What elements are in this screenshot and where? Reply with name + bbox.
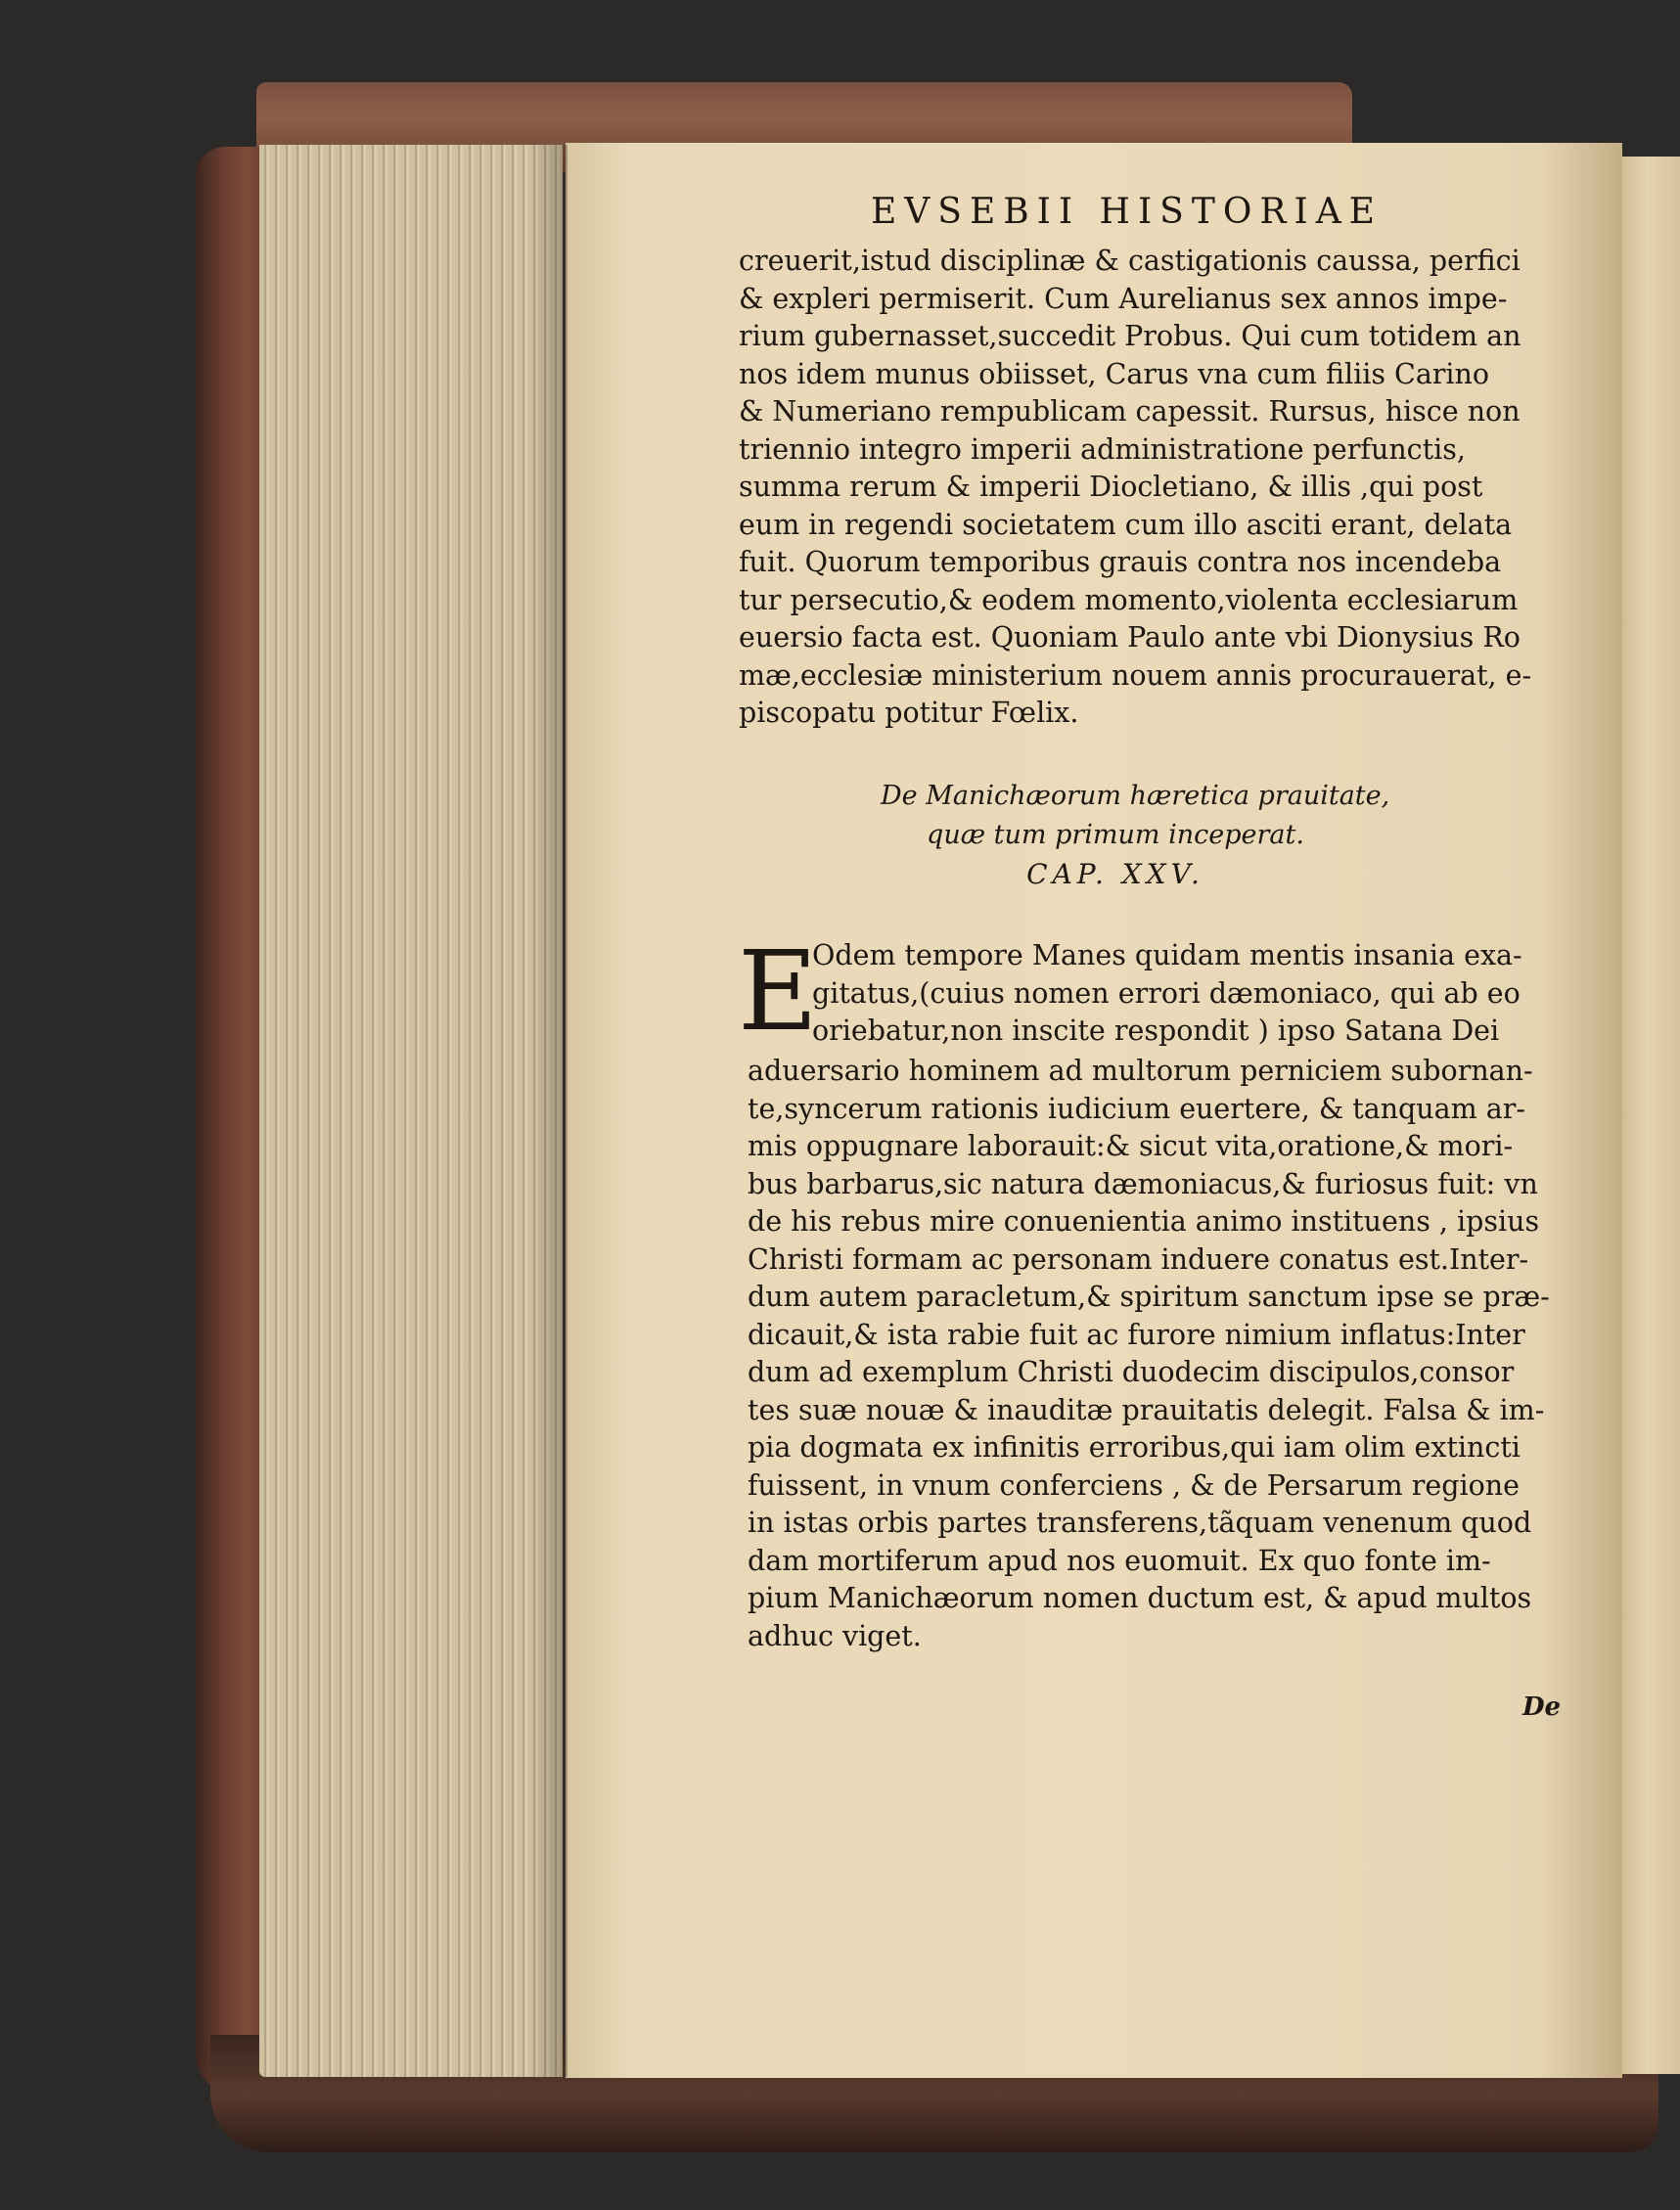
- text-line: Christi formam ac personam induere conatus est.Inter-: [748, 1242, 1529, 1276]
- text-line: te,syncerum rationis iudicium euertere, & tanquam ar-: [748, 1092, 1525, 1125]
- chapter-number: CAP. XXV.: [1026, 858, 1204, 890]
- text-line: tes suæ nouæ & inauditæ prauitatis delegit. Falsa & im-: [748, 1393, 1545, 1426]
- paragraph-2-indented: [812, 937, 1522, 1051]
- text-line: gitatus,(cuius nomen errori dæmoniaco, qui ab eo: [812, 976, 1521, 1010]
- drop-cap: E: [738, 928, 818, 1056]
- text-line: pia dogmata ex infinitis erroribus,qui iam olim extincti: [748, 1431, 1521, 1464]
- text-line: dam mortiferum apud nos euomuit. Ex quo fonte im-: [748, 1544, 1491, 1577]
- text-line: oriebatur,non inscite respondit ) ipso Satana Dei: [812, 1015, 1500, 1047]
- text-line: piscopatu potitur Fœlix.: [739, 697, 1079, 729]
- text-line: triennio integro imperii administratione perfunctis,: [739, 432, 1466, 466]
- text-line: creuerit,istud disciplinæ & castigationis caussa, perfici: [739, 245, 1521, 277]
- text-line: & Numeriano rempublicam capessit. Rursus, hisce non: [739, 395, 1521, 428]
- text-line: aduersario hominem ad multorum perniciem subornan-: [748, 1055, 1533, 1087]
- text-line: euersio facta est. Quoniam Paulo ante vbi Dionysius Ro: [739, 621, 1521, 654]
- text-line: fuit. Quorum temporibus grauis contra nos incendeba: [739, 546, 1502, 578]
- text-line: dicauit,& ista rabie fuit ac furore nimium inflatus:Inter: [748, 1318, 1525, 1351]
- text-line: nos idem munus obiisset, Carus vna cum filiis Carino: [739, 357, 1490, 390]
- text-line: in istas orbis partes transferens,tãquam venenum quod: [748, 1507, 1532, 1539]
- text-line: tur persecutio,& eodem momento,violenta ecclesiarum: [739, 583, 1519, 616]
- text-line: dum ad exemplum Christi duodecim discipulos,consor: [748, 1356, 1515, 1388]
- text-line: dum autem paracletum,& spiritum sanctum ipse se præ-: [748, 1281, 1550, 1313]
- chapter-title-line-2: quæ tum primum inceperat.: [927, 820, 1304, 850]
- text-line: eum in regendi societatem cum illo asciti erant, delata: [739, 508, 1513, 541]
- catchword: De: [1522, 1692, 1562, 1722]
- text-line: mis oppugnare laborauit:& sicut vita,oratione,& mori-: [748, 1130, 1514, 1162]
- text-line: Odem tempore Manes quidam mentis insania exa-: [812, 939, 1522, 971]
- paragraph-2: [748, 1053, 1550, 1655]
- text-line: bus barbarus,sic natura dæmoniacus,& furiosus fuit: vn: [748, 1167, 1538, 1200]
- facing-page-edge: [1614, 157, 1680, 2074]
- page-stack-edges: [259, 145, 563, 2077]
- text-line: de his rebus mire conuenientia animo instituens , ipsius: [748, 1205, 1540, 1238]
- text-line: pium Manichæorum nomen ductum est, & apud multos: [748, 1582, 1532, 1614]
- text-line: fuissent, in vnum conferciens , & de Persarum regione: [748, 1468, 1520, 1502]
- chapter-title-line-1: De Manichæorum hæretica prauitate,: [881, 781, 1390, 811]
- text-line: & expleri permiserit. Cum Aurelianus sex annos impe-: [739, 282, 1508, 315]
- text-line: adhuc viget.: [748, 1619, 922, 1652]
- text-line: rium gubernasset,succedit Probus. Qui cum totidem an: [739, 320, 1521, 352]
- text-line: mæ,ecclesiæ ministerium nouem annis procurauerat, e-: [739, 658, 1532, 692]
- gutter-shadow: [528, 145, 568, 2077]
- running-head: EVSEBII HISTORIAE: [871, 192, 1383, 232]
- text-line: summa rerum & imperii Diocletiano, & illis ,qui post: [739, 471, 1483, 503]
